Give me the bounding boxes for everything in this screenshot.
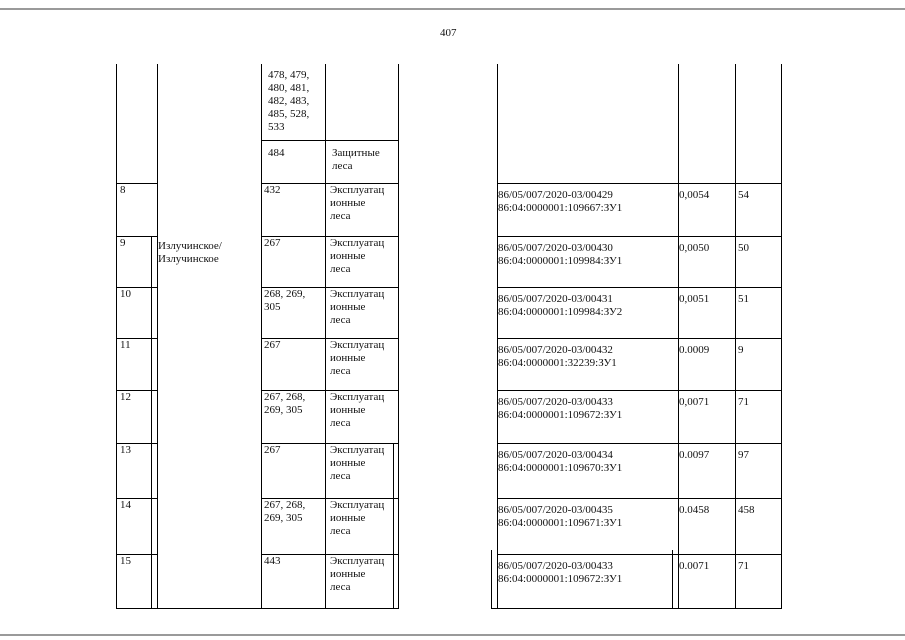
quarter-number-cell: 267 xyxy=(264,444,281,456)
area-cell: 0,0050 xyxy=(679,242,710,254)
table-border xyxy=(497,498,782,499)
volume-cell: 458 xyxy=(738,504,755,516)
table-border xyxy=(151,237,152,608)
forest-category-cell: Эксплуатац ионные леса xyxy=(330,555,385,593)
row-number-cell: 12 xyxy=(120,391,131,403)
cadastral-number-cell: 86/05/007/2020-03/00433 86:04:0000001:109672:ЗУ1 xyxy=(498,396,623,421)
table-border xyxy=(497,183,782,184)
table-border xyxy=(497,443,782,444)
table-border xyxy=(261,64,262,608)
forest-category-cell: Эксплуатац ионные леса xyxy=(330,391,385,429)
table-border xyxy=(497,287,782,288)
area-cell: 0,0071 xyxy=(679,396,710,408)
quarter-list-cell: 478, 479, 480, 481, 482, 483, 485, 528, 533 xyxy=(268,69,310,133)
table-border xyxy=(116,608,399,609)
area-cell: 0.0458 xyxy=(679,504,710,516)
cadastral-number-cell: 86/05/007/2020-03/00429 86:04:0000001:109667:ЗУ1 xyxy=(498,189,623,214)
table-border xyxy=(393,443,394,608)
row-number-cell: 11 xyxy=(120,339,131,351)
table-border xyxy=(261,140,399,141)
volume-cell: 50 xyxy=(738,242,749,254)
quarter-number-cell: 268, 269, 305 xyxy=(264,288,306,313)
row-number-cell: 8 xyxy=(120,184,126,196)
table-border xyxy=(157,64,158,237)
quarter-number-cell: 267, 268, 269, 305 xyxy=(264,391,306,416)
row-number-cell: 13 xyxy=(120,444,131,456)
area-cell: 0.0071 xyxy=(679,560,710,572)
area-cell: 0.0009 xyxy=(679,344,710,356)
table-border xyxy=(491,550,492,608)
table-border xyxy=(497,554,782,555)
forest-category-cell: Эксплуатац ионные леса xyxy=(330,339,385,377)
cadastral-number-cell: 86/05/007/2020-03/00434 86:04:0000001:109670:ЗУ1 xyxy=(498,449,623,474)
cadastral-number-cell: 86/05/007/2020-03/00433 86:04:0000001:109672:ЗУ1 xyxy=(498,560,623,585)
volume-cell: 51 xyxy=(738,293,749,305)
quarter-number-cell: 267 xyxy=(264,237,281,249)
cadastral-number-cell: 86/05/007/2020-03/00435 86:04:0000001:109671:ЗУ1 xyxy=(498,504,623,529)
forest-category-cell: Защитные леса xyxy=(332,147,380,172)
row-number-cell: 10 xyxy=(120,288,131,300)
forest-category-cell: Эксплуатац ионные леса xyxy=(330,499,385,537)
page-number: 407 xyxy=(440,27,457,39)
district-cell: Излучинское/ Излучинское xyxy=(158,240,222,265)
table-border xyxy=(497,236,782,237)
area-cell: 0,0054 xyxy=(679,189,710,201)
scan-top-edge xyxy=(0,8,905,10)
volume-cell: 9 xyxy=(738,344,744,356)
forest-category-cell: Эксплуатац ионные леса xyxy=(330,184,385,222)
table-border xyxy=(398,64,399,608)
row-number-cell: 9 xyxy=(120,237,126,249)
forest-category-cell: Эксплуатац ионные леса xyxy=(330,237,385,275)
forest-category-cell: Эксплуатац ионные леса xyxy=(330,444,385,482)
quarter-number-cell: 267 xyxy=(264,339,281,351)
area-cell: 0.0097 xyxy=(679,449,710,461)
table-border xyxy=(678,64,679,608)
area-cell: 0,0051 xyxy=(679,293,710,305)
table-border xyxy=(672,550,673,608)
table-border xyxy=(497,338,782,339)
volume-cell: 97 xyxy=(738,449,749,461)
table-border xyxy=(116,64,117,608)
table-border xyxy=(735,64,736,608)
cadastral-number-cell: 86/05/007/2020-03/00431 86:04:0000001:109984:ЗУ2 xyxy=(498,293,623,318)
cadastral-number-cell: 86/05/007/2020-03/00432 86:04:0000001:32239:ЗУ1 xyxy=(498,344,617,369)
row-number-cell: 15 xyxy=(120,555,131,567)
volume-cell: 71 xyxy=(738,560,749,572)
table-border xyxy=(497,390,782,391)
forest-category-cell: Эксплуатац ионные леса xyxy=(330,288,385,326)
volume-cell: 71 xyxy=(738,396,749,408)
scan-bottom-edge xyxy=(0,634,905,636)
volume-cell: 54 xyxy=(738,189,749,201)
table-border xyxy=(325,64,326,608)
table-border xyxy=(781,64,782,608)
quarter-number-cell: 432 xyxy=(264,184,281,196)
quarter-number-cell: 443 xyxy=(264,555,281,567)
quarter-number-cell: 484 xyxy=(268,147,285,159)
row-number-cell: 14 xyxy=(120,499,131,511)
table-border xyxy=(491,608,782,609)
cadastral-number-cell: 86/05/007/2020-03/00430 86:04:0000001:109984:ЗУ1 xyxy=(498,242,623,267)
quarter-number-cell: 267, 268, 269, 305 xyxy=(264,499,306,524)
